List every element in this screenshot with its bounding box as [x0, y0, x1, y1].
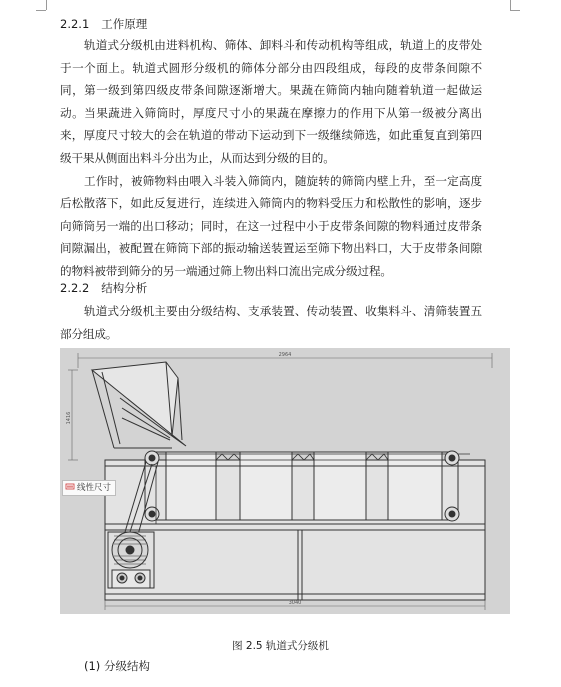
crop-mark-top-right — [510, 0, 511, 10]
dimension-top-label: 2964 — [278, 352, 292, 358]
paragraph-working-principle — [60, 34, 482, 283]
paragraph-1: 轨道式分级机由进料机构、筛体、卸料斗和传动机构等组成，轨道上的皮带处于一个面上。轨道式圆形分级机的筛体分部分由四段组成，每段的皮带条间隙不同，第一级到第四级皮带条间隙逐渐增大。果蔬在筛筒内轴向随着轨道一起做运动。当果蔬进入筛筒时，厚度尺寸小的果蔬在摩擦力的作用下从第一级被分离出来，厚度尺寸较大的会在轨道的带动下运动到下一级继续筛选，如此重复直到第四级干果从侧面出料斗分出为止，从而达到分级的目的。 — [60, 38, 482, 165]
crop-mark-top-right-h — [510, 10, 520, 11]
figure-track-classifier[interactable] — [60, 348, 510, 614]
section-title: 结构分析 — [101, 281, 148, 295]
dimension-icon — [65, 481, 75, 496]
section-heading-2-2-2 — [60, 280, 147, 296]
section-number: 2.2.2 — [60, 281, 90, 295]
section-title: 工作原理 — [101, 17, 148, 31]
tooltip-label: 线性尺寸 — [77, 483, 112, 493]
paragraph-2: 工作时，被筛物料由喂入斗装入筛筒内，随旋转的筛筒内壁上升，至一定高度后松散落下，如此反复进行，连续进入筛筒内的物料受压力和松散性的影响，逐步向筛筒另一端的出口移动；同时，在这一过程中小于皮带条间隙的物料通过皮带条间隙漏出，被配置在筛筒下部的振动输送装置运至筛下物出料口，大于皮带条间隙的物料被带到筛分的另一端通过筛上物出料口流出完成分级过程。 — [60, 173, 482, 278]
linear-dimension-tooltip[interactable] — [62, 480, 116, 496]
dimension-bottom-label: 3040 — [288, 600, 302, 606]
subsection-heading: (1) 分级结构 — [84, 659, 150, 673]
crop-mark-top-left — [46, 0, 47, 10]
section-number: 2.2.1 — [60, 17, 90, 31]
classifier-drawing — [60, 348, 510, 614]
crop-mark-top-left-h — [36, 10, 46, 11]
dimension-left-label: 1416 — [66, 411, 72, 425]
section-heading-2-2-1 — [60, 16, 147, 32]
paragraph-structure — [60, 300, 482, 345]
paragraph-3: 轨道式分级机主要由分级结构、支承装置、传动装置、收集料斗、清筛装置五部分组成。 — [60, 304, 482, 341]
figure-caption: 图 2.5 轨道式分级机 — [232, 640, 329, 652]
